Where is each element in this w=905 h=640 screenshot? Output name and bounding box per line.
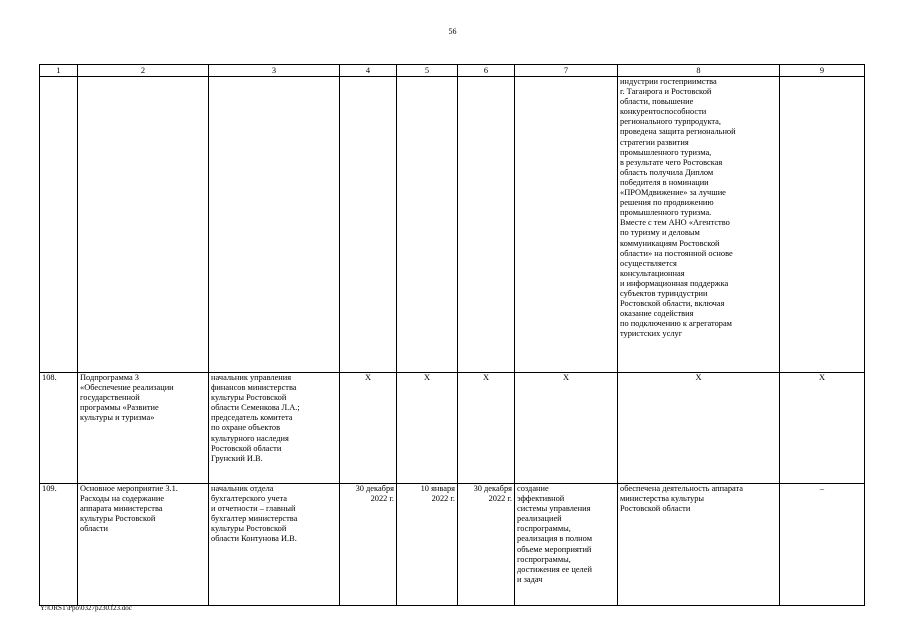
cell-expected-result: Х (515, 373, 618, 484)
cell-reasons: – (780, 484, 865, 606)
cell-reasons (780, 77, 865, 373)
col-header-9: 9 (780, 65, 865, 77)
cell-planned-date (340, 77, 397, 373)
page-number: 56 (448, 27, 457, 36)
cell-actual-start: 10 января 2022 г. (397, 484, 458, 606)
cell-planned-date: 30 декабря 2022 г. (340, 484, 397, 606)
cell-number: 109. (40, 484, 78, 606)
cell-achieved-result: индустрии гостеприимства г. Таганрога и Ростовской области, повышение конкурентоспособности регионального турпродукта, проведена защита региональной стратегии развития промышленного туризма, в результате чего Ростовская область получила Диплом победителя в номинации «ПРОМдвижение» за лучшие решения по продвижению промышленного туризма. Вместе с тем АНО «Агентство по туризму и деловым коммуникациям Ростовской области» на постоянной основе осуществляется консультационная и информационная поддержка субъектов туриндустрии Ростовской области, включая оказание содействия по подключению к агрегаторам туристских услуг (618, 77, 780, 373)
cell-expected-result (515, 77, 618, 373)
cell-name: Основное мероприятие 3.1. Расходы на содержание аппарата министерства культуры Ростовской области (78, 484, 209, 606)
cell-responsible: начальник управления финансов министерства культуры Ростовской области Семенкова Л.А.; председатель комитета по охране объектов культурного наследия Ростовской области Грунский И.В. (209, 373, 340, 484)
cell-actual-end: 30 декабря 2022 г. (458, 484, 515, 606)
cell-planned-date: Х (340, 373, 397, 484)
cell-achieved-result: обеспечена деятельность аппарата министерства культуры Ростовской области (618, 484, 780, 606)
table-row-108 (40, 373, 865, 484)
col-header-1: 1 (40, 65, 78, 77)
cell-responsible (209, 77, 340, 373)
col-header-4: 4 (340, 65, 397, 77)
col-header-5: 5 (397, 65, 458, 77)
cell-name (78, 77, 209, 373)
table-row-109 (40, 484, 865, 606)
table-row-continuation (40, 77, 865, 373)
col-header-7: 7 (515, 65, 618, 77)
cell-actual-end: Х (458, 373, 515, 484)
cell-reasons: Х (780, 373, 865, 484)
cell-expected-result: создание эффективной системы управления реализацией госпрограммы, реализация в полном объеме мероприятий госпрограммы, достижения ее целей и задач (515, 484, 618, 606)
cell-responsible: начальник отдела бухгалтерского учета и отчетности – главный бухгалтер министерства культуры Ростовской области Контунова И.В. (209, 484, 340, 606)
col-header-8: 8 (618, 65, 780, 77)
cell-number: 108. (40, 373, 78, 484)
program-table (39, 64, 865, 606)
cell-actual-end (458, 77, 515, 373)
file-path-footer: Y:\ORST\Ppo\0327p230.f23.doc (40, 604, 132, 612)
col-header-2: 2 (78, 65, 209, 77)
column-number-row (40, 65, 865, 77)
cell-name: Подпрограмма 3 «Обеспечение реализации государственной программы «Развитие культуры и туризма» (78, 373, 209, 484)
col-header-3: 3 (209, 65, 340, 77)
cell-achieved-result: Х (618, 373, 780, 484)
col-header-6: 6 (458, 65, 515, 77)
cell-number (40, 77, 78, 373)
cell-actual-start (397, 77, 458, 373)
cell-actual-start: Х (397, 373, 458, 484)
